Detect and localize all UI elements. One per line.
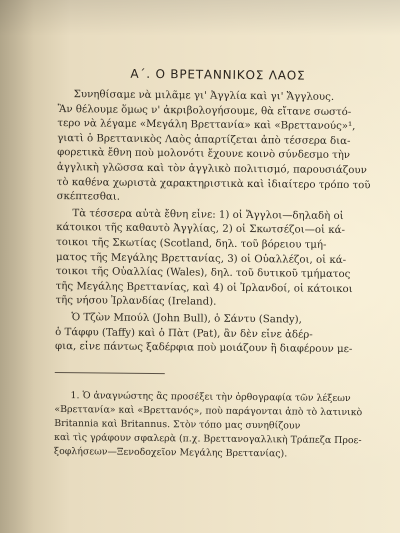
paragraph-2-line: τοικοι τῆς Σκωτίας (Scotland, δηλ. τοῦ βόρειου τμή- [56,236,327,251]
paragraph-2-line: τῆς Μεγάλης Βρεττανίας, καὶ 4) οἱ Ἰρλανδοί, οἱ κάτοικοι [55,280,353,295]
paragraph-2-line: Τὰ τέσσερα αὐτὰ ἔθνη εἶνε: 1) οἱ Ἄγγλοι—δηλαδὴ οἱ [72,207,344,222]
page-spine-shadow [0,0,34,533]
paragraph-3-line: Ὁ Τζὼν Μπούλ (John Bull), ὁ Σάντυ (Sandy), [71,312,302,326]
paragraph-1-line: φορετικὰ ἔθνη ποὺ μολονότι ἔχουνε κοινὸ σύνδεσμο τὴν [57,147,351,162]
paragraph-1-line: γιατὶ ὁ Βρεττανικὸς Λαὸς ἀπαρτίζεται ἀπὸ τέσσερα δια- [57,132,351,147]
paragraph-1-line: τὸ καθένα χωριστὰ χαρακτηριστικὰ καὶ ἰδιαίτερο τρόπο τοῦ [56,176,371,191]
paragraph-2-line: τοικοι τῆς Οὐαλλίας (Wales), δηλ. τοῦ δυτικοῦ τμήματος [55,266,351,281]
footnote-line: «Βρεττανία» καὶ «Βρεττανός», ποὺ παράγονται ἀπὸ τὸ λατινικὸ [54,403,363,418]
paragraph-1-line: ἀγγλικὴ γλῶσσα καὶ τὸν ἀγγλικὸ πολιτισμό, παρουσιάζουν [56,161,367,177]
footnote-line: καὶ τὶς γράφουν σφαλερὰ (π.χ. Βρεττανογαλλικὴ Τράπεζα Προε- [54,431,362,446]
page-top-shadow [0,0,400,36]
paragraph-1-line: Συνηθίσαμε νὰ μιλᾶμε γι' Ἀγγλία καὶ γι' Ἄγγλους. [73,89,335,103]
paragraph-1-line: Ἂν θέλουμε ὅμως ν' ἀκριβολογήσουμε, θὰ εἴτανε σωστό- [57,103,352,118]
paragraph-2-line: κάτοικοι τῆς καθαυτὸ Ἀγγλίας, 2) οἱ Σκωτσέζοι—οἱ κά- [56,222,345,237]
chapter-title: Α΄. Ο ΒΡΕΤΑΝΝΙΚΟΣ ΛΑΟΣ [130,66,306,83]
paragraph-3 [55,311,375,358]
footnote-line: 1. Ὁ ἀναγνώστης ἂς προσέξει τὴν ὀρθογραφία τῶν λέξεων [70,389,351,404]
paragraph-3-line: ὁ Τάφφυ (Taffy) καὶ ὁ Πὰτ (Pat), ἂν δὲν εἶνε ἀδέρ- [55,326,313,341]
paragraph-2-line: τῆς νήσου Ἰρλανδίας (Ireland). [55,295,217,308]
paragraph-1-line: τερο νὰ λέγαμε «Μεγάλη Βρεττανία» καὶ «Βρεττανούς»¹, [57,118,356,133]
footnote-line: Britannia καὶ Britannus. Στὸν τόπο μας συνηθίζουν [54,417,301,432]
footnote-divider [55,372,165,374]
footnote-line: ξοφλήσεων—Ξενοδοχεῖον Μεγάλης Βρεττανίας). [53,445,288,460]
paragraph-2-line: ματος τῆς Μεγάλης Βρεττανίας, 3) οἱ Οὐαλλέζοι, οἱ κά- [55,251,347,266]
paragraph-3-line: φια, εἶνε πάντως ξαδέρφια ποὺ μοιάζουν ἢ διαφέρουν με- [55,341,353,356]
paragraph-2 [55,207,376,313]
page-content [54,66,378,462]
paragraph-1 [57,88,378,208]
footnote [54,389,375,462]
paragraph-1-line: σκέπτεσθαι. [56,191,121,203]
